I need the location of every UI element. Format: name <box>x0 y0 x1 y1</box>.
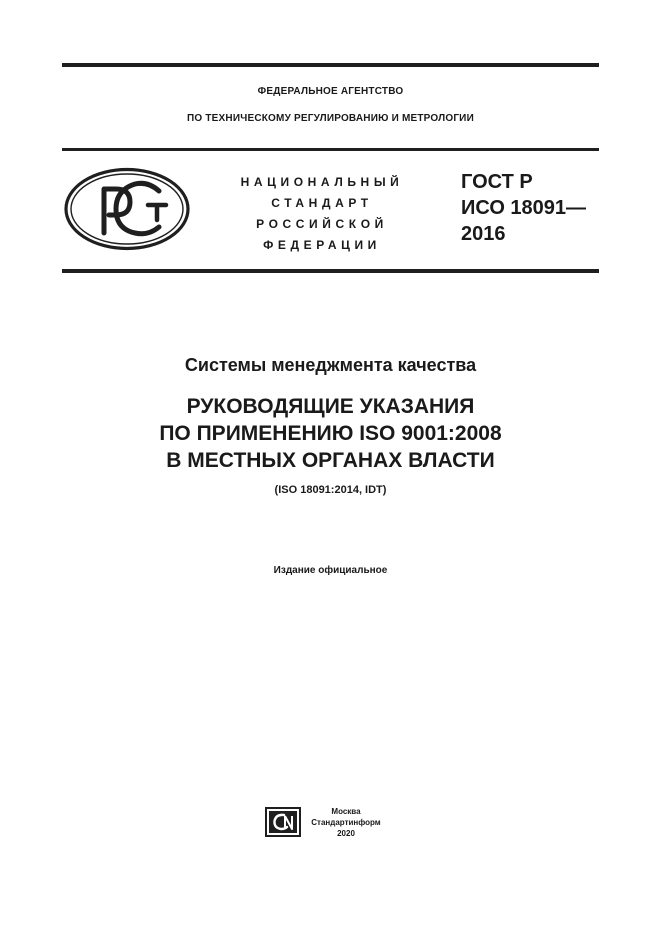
standartinform-logo-icon <box>265 807 301 837</box>
document-title <box>0 393 661 474</box>
standard-type-line-3: РОССИЙСКОЙ <box>256 217 388 231</box>
document-title-line-1: РУКОВОДЯЩИЕ УКАЗАНИЯ <box>186 395 475 418</box>
publisher-city: Москва <box>331 807 361 816</box>
standard-code-line-1: ГОСТ Р <box>461 171 533 193</box>
international-reference: (ISO 18091:2014, IDT) <box>274 484 387 496</box>
agency-line-2: ПО ТЕХНИЧЕСКОМУ РЕГУЛИРОВАНИЮ И МЕТРОЛОГИИ <box>187 113 474 124</box>
gost-r-certification-logo-icon <box>64 167 190 251</box>
agency-line-1: ФЕДЕРАЛЬНОЕ АГЕНТСТВО <box>257 86 404 97</box>
standard-code <box>461 169 586 247</box>
publisher-name: Стандартинформ <box>311 818 381 827</box>
publisher-block <box>306 806 386 839</box>
header-bottom-rule <box>62 269 599 273</box>
standard-code-line-3: 2016 <box>461 223 506 245</box>
publisher-year: 2020 <box>337 829 355 838</box>
standard-type-line-2: СТАНДАРТ <box>271 196 373 210</box>
document-title-line-3: В МЕСТНЫХ ОРГАНАХ ВЛАСТИ <box>166 449 495 472</box>
document-subtitle: Системы менеджмента качества <box>184 355 477 375</box>
document-title-line-2: ПО ПРИМЕНЕНИЮ ISO 9001:2008 <box>159 422 502 445</box>
top-rule <box>62 63 599 67</box>
header-rule <box>62 148 599 151</box>
standard-type-line-1: НАЦИОНАЛЬНЫЙ <box>240 175 404 189</box>
edition-note: Издание официальное <box>273 565 388 576</box>
standard-code-line-2: ИСО 18091— <box>461 197 587 219</box>
standard-type-line-4: ФЕДЕРАЦИИ <box>263 238 381 252</box>
